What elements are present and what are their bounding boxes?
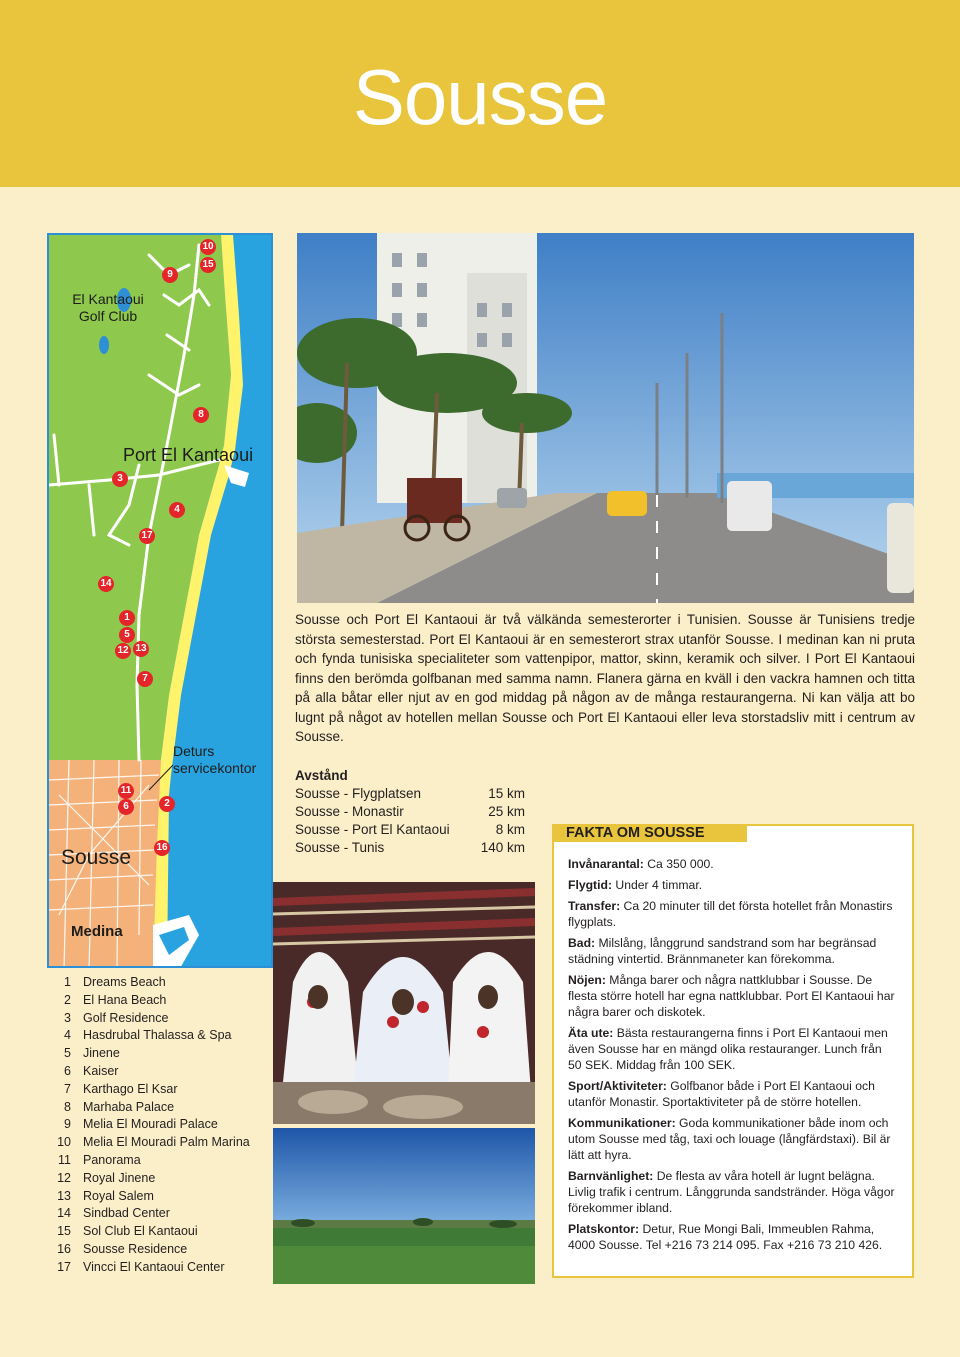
legend-hotel-name: Sousse Residence [83, 1241, 188, 1256]
map-pin: 13 [133, 641, 149, 657]
legend-item [55, 1205, 275, 1223]
distance-title: Avstånd [295, 768, 348, 783]
fact-item [568, 856, 898, 872]
legend-item [55, 1099, 275, 1117]
legend-number: 3 [64, 1010, 71, 1025]
fact-value: Ca 20 minuter till det första hotellet från Monastirs flygplats. [568, 899, 893, 929]
fact-value: Många barer och några nattklubbar i Sousse. De flesta större hotell har egna nattklubbar. Port El Kantaoui har några barer och diskotek. [568, 973, 895, 1019]
legend-hotel-name: Sol Club El Kantaoui [83, 1224, 198, 1239]
legend-number: 14 [57, 1206, 71, 1221]
fact-value: Goda kommunikationer både inom och utom Sousse med tåg, taxi och louage (långfärdstaxi). Bil är lätt att hyra. [568, 1116, 891, 1162]
golf-photo-image [273, 1128, 535, 1284]
fact-key: Flygtid: [568, 878, 613, 892]
map-pin: 17 [139, 528, 155, 544]
distance-value: 140 km [480, 840, 525, 855]
map-pin: 4 [169, 502, 185, 518]
page-title: Sousse [352, 53, 608, 141]
legend-item [55, 1045, 275, 1063]
header-banner [0, 0, 960, 187]
map-label-sousse: Sousse [61, 846, 132, 869]
legend-hotel-name: Golf Residence [83, 1010, 169, 1025]
fact-item [568, 1025, 898, 1073]
legend-item [55, 1134, 275, 1152]
legend-number: 12 [57, 1170, 71, 1185]
fact-item [568, 972, 898, 1020]
legend-number: 5 [64, 1046, 71, 1061]
fact-key: Sport/Aktiviteter: [568, 1079, 667, 1093]
map-pin: 9 [162, 267, 178, 283]
map-label-port: Port El Kantaoui [123, 445, 254, 465]
map-pin: 11 [118, 783, 134, 799]
legend-item [55, 1241, 275, 1259]
fact-value: Ca 350 000. [643, 857, 714, 871]
fact-key: Transfer: [568, 899, 621, 913]
hotel-legend [55, 974, 275, 1277]
fact-value: Milslång, långgrund sandstrand som har begränsad städning vintertid. Brännmaneter kan förekomma. [568, 936, 877, 966]
fact-item [568, 1115, 898, 1163]
fact-item [568, 1221, 898, 1253]
legend-hotel-name: Panorama [83, 1152, 141, 1167]
map-pin: 14 [98, 576, 114, 592]
legend-item [55, 1223, 275, 1241]
legend-number: 10 [57, 1135, 71, 1150]
map-label-golf: El Kantaoui Golf Club [72, 291, 144, 324]
map-pin: 3 [112, 471, 128, 487]
legend-item [55, 974, 275, 992]
fact-item [568, 935, 898, 967]
area-map [47, 233, 273, 968]
legend-item [55, 1259, 275, 1277]
legend-hotel-name: Karthago El Ksar [83, 1081, 178, 1096]
fact-value: Golfbanor både i Port El Kantaoui och utanför Monastir. Sportaktiviteter på de större hotellen. [568, 1079, 875, 1109]
intro-text: Sousse och Port El Kantaoui är två välkända semesterorter i Tunisien. Sousse är Tunisiens tredje största semesterstad. Port El Kantaoui är en semesterort strax utanför Sousse. I medinan kan ni pruta och fynda tunisiska specialiteter som vattenpipor, mattor, skinn, keramik och silver. I Port El Kantaoui finns den berömda golfbanan med samma namn. Flanera gärna en kväll i den vackra hamnen och titta på alla båtar eller njut av en god middag på någon av de många restaurangerna. Ni kan välja att bo lugnt på något av hotellen mellan Sousse och Port El Kantaoui eller leva storstadsliv mitt i centrum av Sousse. [295, 612, 915, 744]
distance-row [295, 803, 525, 821]
legend-hotel-name: Melia El Mouradi Palm Marina [83, 1135, 250, 1150]
map-pin: 12 [115, 643, 131, 659]
map-label-deturs: Deturs servicekontor [173, 743, 257, 776]
legend-number: 4 [64, 1028, 71, 1043]
legend-number: 7 [64, 1081, 71, 1096]
legend-item [55, 992, 275, 1010]
promenade-photo-image [297, 233, 914, 603]
fact-key: Äta ute: [568, 1026, 614, 1040]
golf-photo [273, 1128, 535, 1284]
fact-key: Platskontor: [568, 1222, 640, 1236]
legend-number: 1 [64, 975, 71, 989]
legend-number: 17 [57, 1259, 71, 1274]
legend-item [55, 1010, 275, 1028]
fact-item [568, 898, 898, 930]
legend-number: 9 [64, 1117, 71, 1132]
facts-body [568, 856, 898, 1258]
map-pin: 7 [137, 671, 153, 687]
legend-hotel-name: Hasdrubal Thalassa & Spa [83, 1028, 232, 1043]
map-pin: 5 [119, 627, 135, 643]
legend-hotel-name: Dreams Beach [83, 975, 166, 989]
legend-item [55, 1170, 275, 1188]
distance-label: Sousse - Monastir [295, 804, 404, 819]
distance-label: Sousse - Flygplatsen [295, 786, 422, 801]
distance-value: 8 km [495, 822, 525, 837]
legend-hotel-name: Vincci El Kantaoui Center [83, 1259, 225, 1274]
distance-label: Sousse - Port El Kantaoui [295, 822, 450, 837]
fact-key: Kommunikationer: [568, 1116, 676, 1130]
legend-number: 15 [57, 1224, 71, 1239]
legend-item [55, 1027, 275, 1045]
fact-value: Under 4 timmar. [612, 878, 703, 892]
legend-hotel-name: Royal Jinene [83, 1170, 156, 1185]
map-pin: 16 [154, 840, 170, 856]
distance-row [295, 839, 525, 857]
facts-title: FAKTA OM SOUSSE [552, 824, 747, 842]
map-label-medina: Medina [71, 923, 123, 940]
fact-item [568, 877, 898, 893]
fact-key: Invånarantal: [568, 857, 644, 871]
map-pin: 15 [200, 257, 216, 273]
fact-item [568, 1168, 898, 1216]
fact-key: Barnvänlighet: [568, 1169, 654, 1183]
map-pin: 10 [200, 239, 216, 255]
legend-number: 2 [64, 992, 71, 1007]
facts-box [552, 824, 914, 1278]
promenade-photo [297, 233, 914, 603]
weaving-photo-image [273, 882, 535, 1124]
legend-item [55, 1188, 275, 1206]
fact-value: De flesta av våra hotell är lugnt belägna. Livlig trafik i centrum. Långgrunda sandstränder. Höga vågor förekommer ibland. [568, 1169, 895, 1215]
legend-hotel-name: Melia El Mouradi Palace [83, 1117, 218, 1132]
legend-hotel-name: Royal Salem [83, 1188, 154, 1203]
legend-hotel-name: Sindbad Center [83, 1206, 170, 1221]
legend-item [55, 1081, 275, 1099]
legend-item [55, 1116, 275, 1134]
legend-hotel-name: Marhaba Palace [83, 1099, 175, 1114]
legend-hotel-name: El Hana Beach [83, 992, 167, 1007]
fact-item [568, 1078, 898, 1110]
legend-hotel-name: Kaiser [83, 1063, 119, 1078]
map-pin: 1 [119, 610, 135, 626]
legend-number: 11 [58, 1152, 71, 1167]
legend-number: 6 [64, 1063, 71, 1078]
fact-value: Detur, Rue Mongi Bali, Immeublen Rahma, 4000 Sousse. Tel +216 73 214 095. Fax +216 73 210 426. [568, 1222, 883, 1252]
legend-number: 16 [57, 1241, 71, 1256]
map-pin: 8 [193, 407, 209, 423]
weaving-photo [273, 882, 535, 1124]
legend-number: 13 [57, 1188, 71, 1203]
legend-item [55, 1063, 275, 1081]
legend-item [55, 1152, 275, 1170]
distance-table [295, 767, 525, 857]
legend-hotel-name: Jinene [83, 1046, 120, 1061]
map-pin: 2 [159, 796, 175, 812]
distance-row [295, 785, 525, 803]
fact-value: Bästa restaurangerna finns i Port El Kantaoui men även Sousse har en mängd olika restauranger. Lunch från 50 SEK. Middag från 100 SEK. [568, 1026, 888, 1072]
fact-key: Bad: [568, 936, 596, 950]
map-pin: 6 [118, 799, 134, 815]
distance-value: 25 km [488, 804, 525, 819]
fact-key: Nöjen: [568, 973, 606, 987]
distance-row [295, 821, 525, 839]
distance-label: Sousse - Tunis [295, 840, 385, 855]
distance-value: 15 km [488, 786, 525, 801]
legend-number: 8 [64, 1099, 71, 1114]
